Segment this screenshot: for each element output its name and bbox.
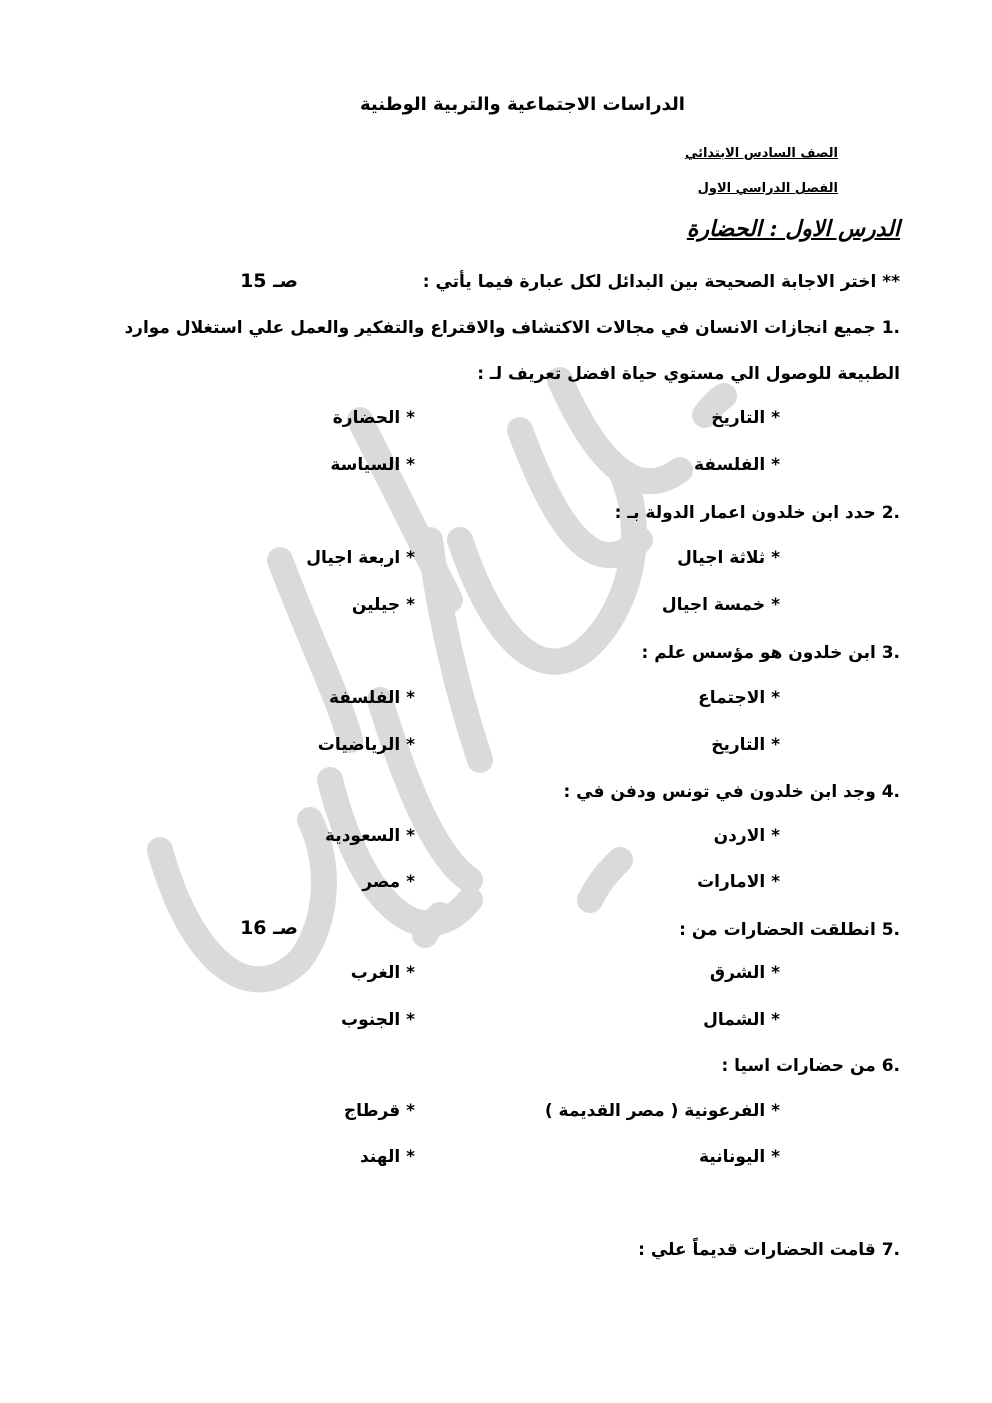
option: * الحضارة [332, 408, 415, 428]
question-number: 3. [881, 643, 900, 663]
option: * الفرعونية ( مصر القديمة ) [544, 1101, 780, 1121]
question-text: قامت الحضارات قديماً علي : [638, 1240, 876, 1260]
option: * جيلين [351, 595, 415, 615]
option: * الامارات [697, 872, 780, 892]
question-2 [615, 503, 900, 523]
question-3 [642, 643, 900, 663]
option: * ثلاثة اجيال [677, 548, 780, 568]
question-4 [563, 782, 900, 802]
question-number: 6. [881, 1056, 900, 1076]
option: * الرياضيات [317, 735, 415, 755]
option: * اربعة اجيال [306, 548, 415, 568]
option: * الشرق [709, 963, 780, 983]
page-reference-15: صـ 15 [240, 270, 298, 292]
option: * التاريخ [711, 408, 780, 428]
question-text: انطلقت الحضارات من : [679, 920, 876, 940]
option: * مصر [362, 872, 415, 892]
option: * الجنوب [341, 1010, 415, 1030]
instruction-text: ** اختر الاجابة الصحيحة بين البدائل لكل عبارة فيما يأتي : [422, 272, 900, 292]
lesson-title: الدرس الاول : الحضارة [686, 216, 900, 242]
question-text: جميع انجازات الانسان في مجالات الاكتشاف والاقتراع والتفكير والعمل علي استغلال موارد [124, 318, 876, 338]
option: * الغرب [350, 963, 415, 983]
question-number: 7. [881, 1240, 900, 1260]
option: * اليونانية [698, 1147, 780, 1167]
option: * التاريخ [711, 735, 780, 755]
question-number: 4. [881, 782, 900, 802]
question-6 [721, 1056, 900, 1076]
option: * الشمال [703, 1010, 780, 1030]
question-5 [679, 920, 900, 940]
question-1 [124, 318, 900, 338]
option: * الفلسفة [693, 455, 780, 475]
question-7 [638, 1240, 900, 1260]
question-text: حدد ابن خلدون اعمار الدولة بـ : [614, 503, 876, 523]
question-text: من حضارات اسيا : [721, 1056, 876, 1076]
question-number: 5. [881, 920, 900, 940]
option: * خمسة اجيال [661, 595, 780, 615]
option: * الاردن [713, 826, 780, 846]
option: * السياسة [330, 455, 415, 475]
option: * قرطاج [343, 1101, 415, 1121]
option: * الاجتماع [698, 688, 780, 708]
semester-label: الفصل الدراسي الاول [697, 181, 838, 196]
question-number: 2. [881, 503, 900, 523]
question-number: 1. [881, 318, 900, 338]
question-1-continued: الطبيعة للوصول الي مستوي حياة افضل تعريف لـ : [477, 364, 900, 384]
option: * الهند [359, 1147, 415, 1167]
page-reference-16: صـ 16 [240, 917, 298, 939]
grade-label: الصف السادس الابتدائي [684, 146, 838, 161]
question-text: وجد ابن خلدون في تونس ودفن في : [563, 782, 876, 802]
question-text: ابن خلدون هو مؤسس علم : [641, 643, 876, 663]
option: * الفلسفة [328, 688, 415, 708]
option: * السعودية [325, 826, 415, 846]
document-title: الدراسات الاجتماعية والتربية الوطنية [360, 94, 685, 115]
